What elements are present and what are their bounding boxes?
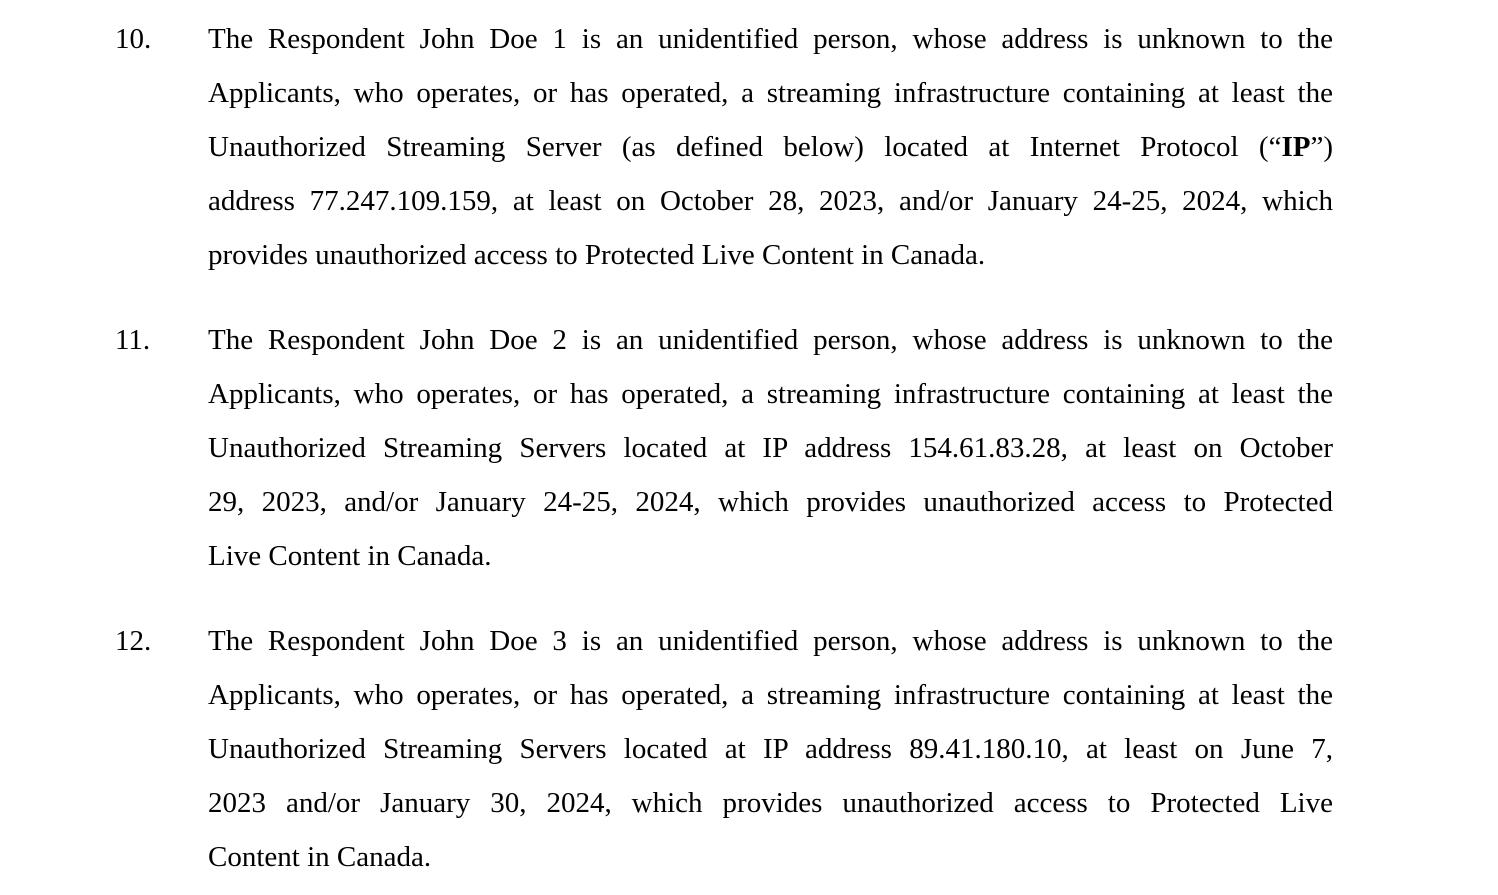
paragraph-line: 2023 and/or January 30, 2024, which provides unauthorized access to Protected Live	[208, 787, 1333, 819]
paragraph-line: The Respondent John Doe 1 is an unidentified person, whose address is unknown to the	[208, 23, 1333, 55]
paragraph-line: Unauthorized Streaming Servers located at IP address 89.41.180.10, at least on June 7,	[208, 733, 1333, 765]
paragraph-line: The Respondent John Doe 2 is an unidentified person, whose address is unknown to the	[208, 324, 1333, 356]
paragraph-body	[208, 614, 1333, 884]
line-text: Unauthorized Streaming Server (as defined below) located at Internet Protocol (“	[208, 131, 1282, 163]
paragraph-number: 11.	[115, 324, 151, 356]
paragraph-number: 12.	[115, 625, 152, 657]
paragraph-line: The Respondent John Doe 3 is an unidentified person, whose address is unknown to the	[208, 625, 1333, 657]
paragraph-line: Live Content in Canada.	[208, 540, 492, 572]
paragraph-line: 29, 2023, and/or January 24-25, 2024, which provides unauthorized access to Protected	[208, 486, 1333, 518]
paragraph-line: Applicants, who operates, or has operated, a streaming infrastructure containing at least the	[208, 378, 1333, 410]
defined-term-ip: IP	[1281, 131, 1311, 163]
paragraph-line: Content in Canada.	[208, 841, 432, 873]
paragraph-number: 10.	[115, 23, 152, 55]
paragraph-body	[208, 12, 1333, 282]
paragraph-body	[208, 313, 1333, 583]
paragraph-line	[208, 120, 1333, 174]
paragraph-line: Applicants, who operates, or has operated, a streaming infrastructure containing at least the	[208, 77, 1333, 109]
paragraph-line: Applicants, who operates, or has operated, a streaming infrastructure containing at least the	[208, 679, 1333, 711]
paragraph-line: address 77.247.109.159, at least on October 28, 2023, and/or January 24-25, 2024, which	[208, 185, 1333, 217]
paragraph-line: Unauthorized Streaming Servers located at IP address 154.61.83.28, at least on October	[208, 432, 1333, 464]
paragraph-line: provides unauthorized access to Protected Live Content in Canada.	[208, 239, 986, 271]
line-text: ”)	[1310, 131, 1333, 163]
